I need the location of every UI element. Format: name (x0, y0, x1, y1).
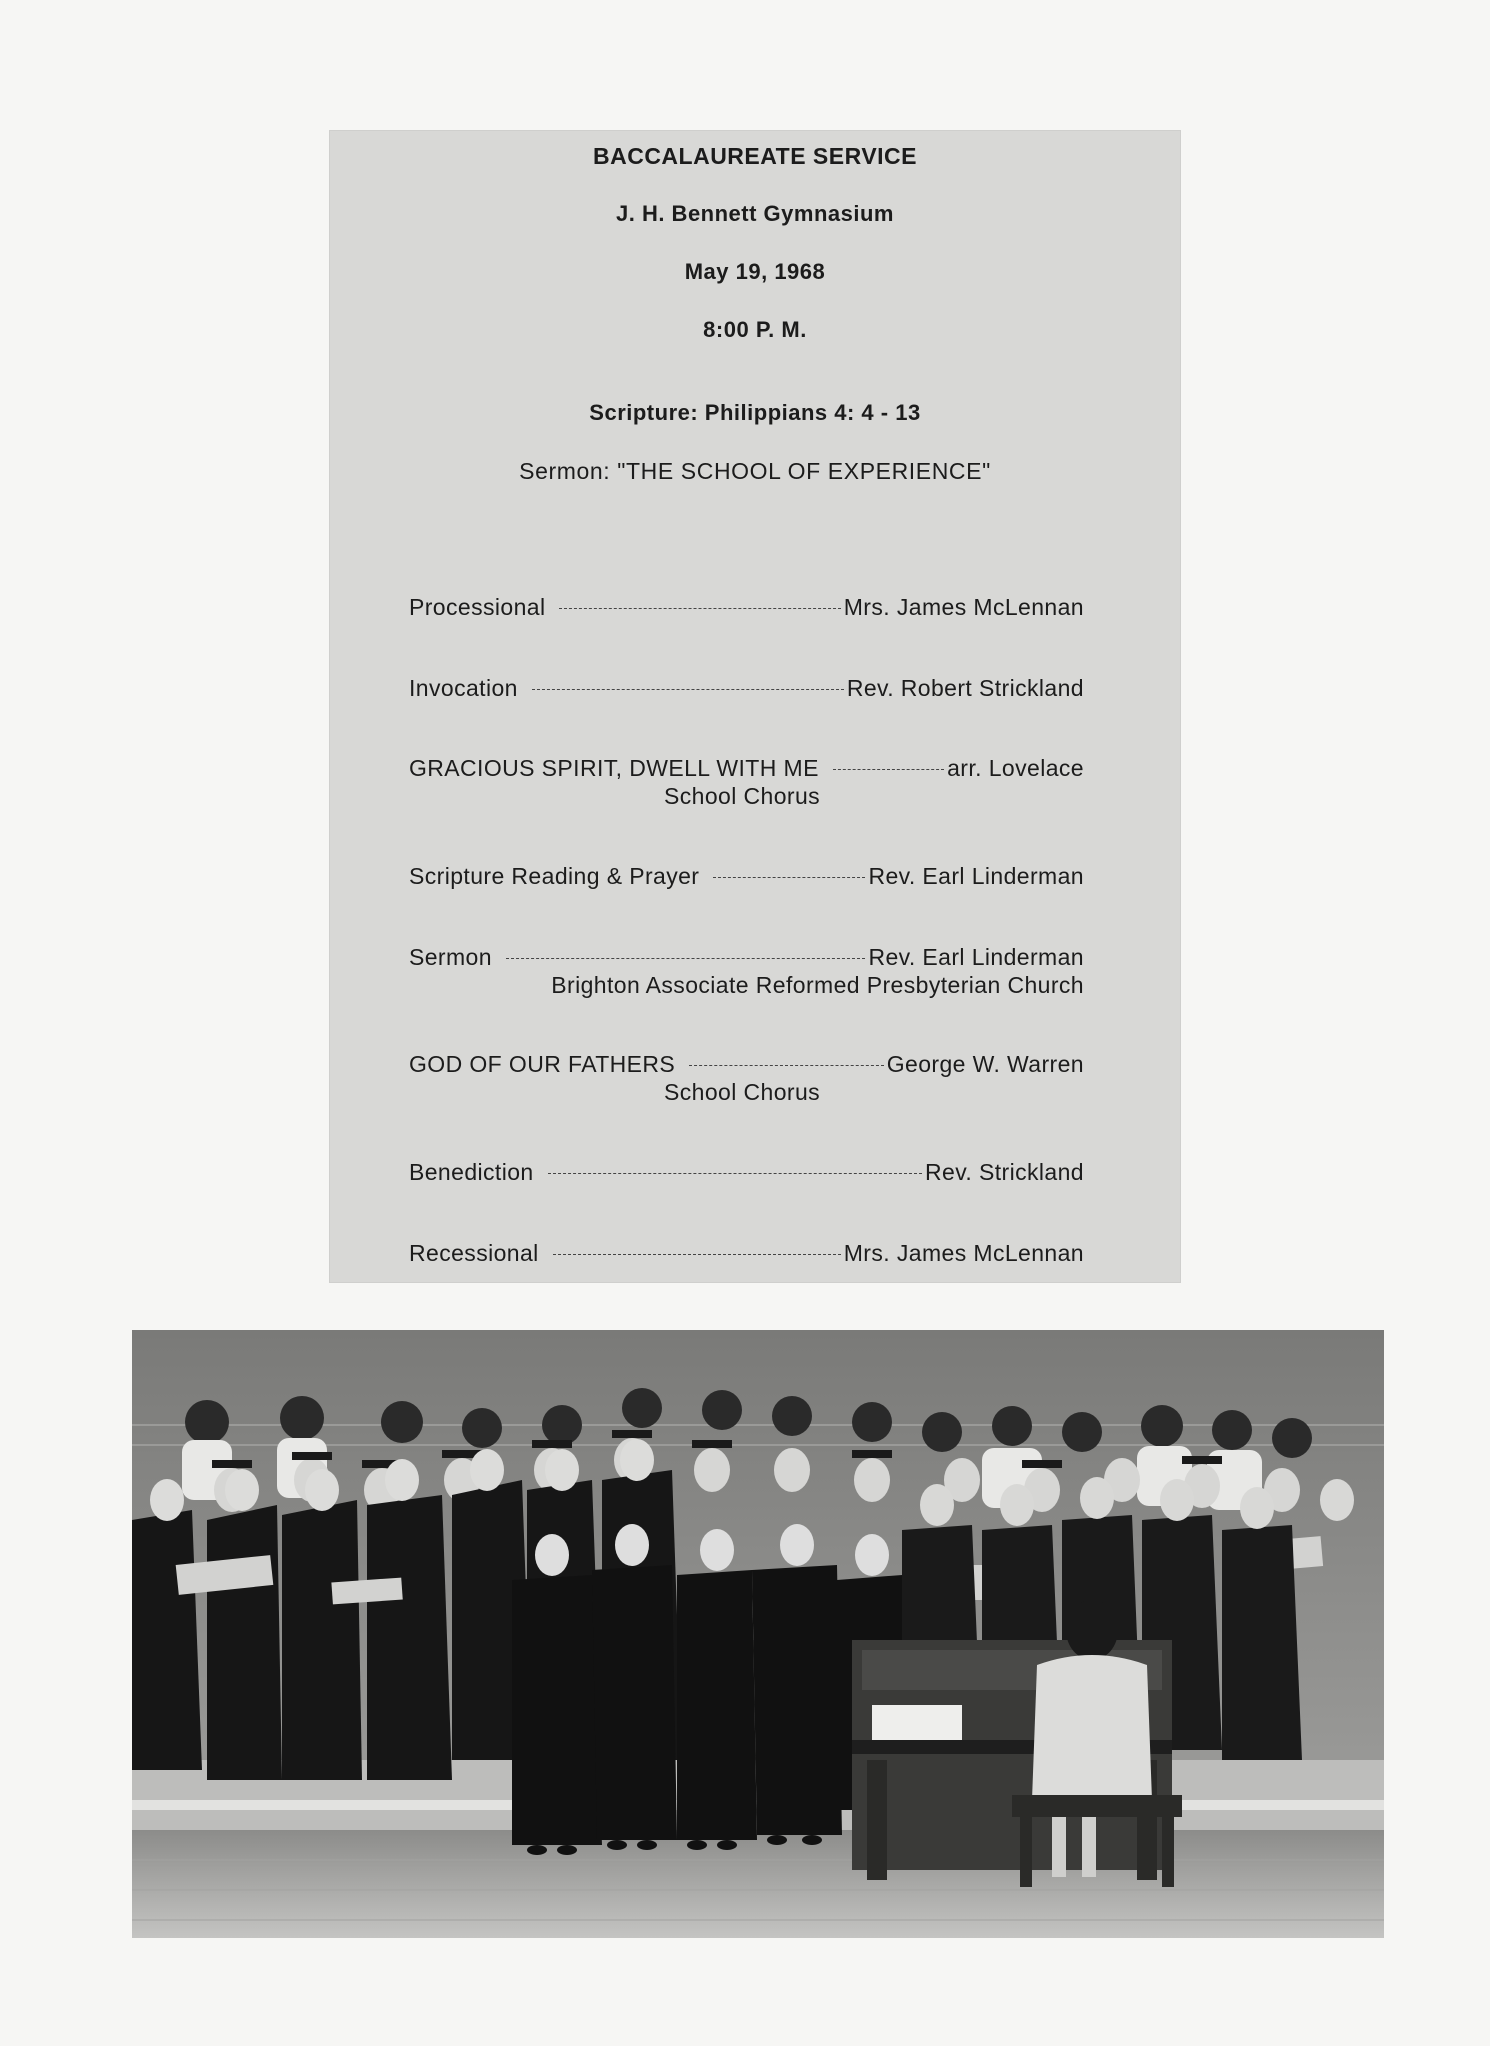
item-label: Processional (409, 594, 546, 620)
item-person: Mrs. James McLennan (843, 1240, 1084, 1266)
choir-photo (132, 1330, 1384, 1938)
item-label: GOD OF OUR FATHERS (409, 1051, 676, 1077)
program-time: 8:00 P. M. (703, 317, 807, 342)
leader-dots (833, 769, 944, 770)
program-sermon-title: Sermon: "THE SCHOOL OF EXPERIENCE" (519, 458, 991, 484)
leader-dots (689, 1065, 884, 1066)
program-title: BACCALAUREATE SERVICE (592, 143, 917, 169)
item-person: arr. Lovelace (947, 755, 1084, 781)
program-card (329, 130, 1181, 1283)
item-person: George W. Warren (886, 1051, 1084, 1077)
program-item (409, 755, 1084, 782)
program-item (409, 675, 1084, 702)
program-item (409, 1051, 1084, 1078)
program-item (409, 1240, 1084, 1267)
program-item (409, 863, 1084, 890)
program-date: May 19, 1968 (684, 259, 826, 284)
item-person: Mrs. James McLennan (843, 594, 1084, 620)
leader-dots (559, 608, 840, 609)
leader-dots (506, 958, 866, 959)
program-item (409, 944, 1084, 971)
leader-dots (548, 1173, 922, 1174)
item-subline: School Chorus (664, 783, 821, 809)
item-person: Rev. Strickland (925, 1159, 1084, 1185)
item-label: Sermon (409, 944, 492, 970)
item-label: Invocation (409, 675, 518, 701)
item-label: Recessional (409, 1240, 539, 1266)
item-label: GRACIOUS SPIRIT, DWELL WITH ME (409, 755, 819, 781)
leader-dots (553, 1254, 841, 1255)
item-subline: Brighton Associate Reformed Presbyterian Church (551, 972, 1084, 998)
program-venue: J. H. Bennett Gymnasium (615, 201, 894, 226)
item-person: Rev. Earl Linderman (868, 863, 1084, 889)
leader-dots (532, 689, 844, 690)
item-subline: School Chorus (664, 1079, 821, 1105)
item-person: Rev. Robert Strickland (846, 675, 1084, 701)
item-label: Benediction (409, 1159, 534, 1185)
program-scripture: Scripture: Philippians 4: 4 - 13 (589, 400, 921, 425)
item-person: Rev. Earl Linderman (868, 944, 1084, 970)
choir-photo-image (132, 1330, 1384, 1938)
program-item (409, 594, 1084, 621)
item-label: Scripture Reading & Prayer (409, 863, 700, 889)
leader-dots (713, 877, 865, 878)
program-item (409, 1159, 1084, 1186)
